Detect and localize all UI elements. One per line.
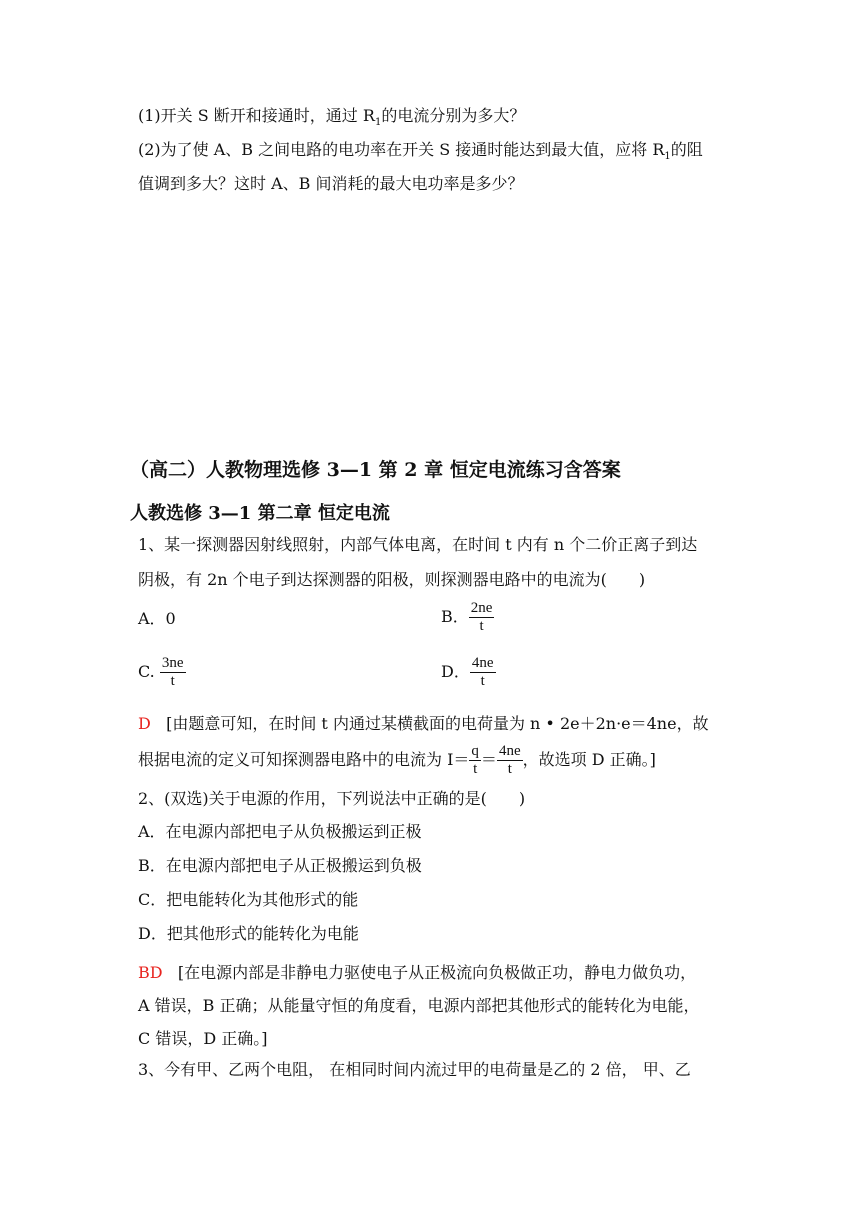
q2-option-a: A．在电源内部把电子从负极搬运到正极: [138, 822, 422, 841]
q2-stem: 2、(双选)关于电源的作用，下列说法中正确的是( ): [138, 789, 526, 808]
q1-explanation-line2: 根据电流的定义可知探测器电路中的电流为 I＝ $\frac{q}{t}$ ＝ $\frac{4ne}{t}$ ，故选项 D 正确。]: [138, 743, 656, 777]
q1-option-b: B． $\frac{2ne}{t}$: [441, 600, 493, 634]
q1-explanation-line1: D [由题意可知，在时间 t 内通过某横截面的电荷量为 n • 2e＋2n·e＝4ne，故: [138, 714, 709, 733]
q1-option-a: A．0: [138, 609, 176, 628]
prev-question-1: (1)开关 S 断开和接通时，通过 $R_1$的电流分别为多大？: [138, 106, 526, 129]
q2-option-d: D．把其他形式的能转化为电能: [138, 924, 359, 943]
fraction: $\frac{q}{t}$: [471, 743, 479, 777]
q2-option-b: B．在电源内部把电子从正极搬运到负极: [138, 856, 422, 875]
q3-stem-line1: 3、今有甲、乙两个电阻， 在相同时间内流过甲的电荷量是乙的 2 倍， 甲、乙: [138, 1060, 691, 1079]
fraction: $\frac{3ne}{t}$: [161, 655, 184, 689]
fraction: $\frac{2ne}{t}$: [470, 600, 493, 634]
fraction: $\frac{4ne}{t}$: [498, 743, 521, 777]
q1-option-d: D． $\frac{4ne}{t}$: [441, 655, 494, 689]
q2-option-c: C．把电能转化为其他形式的能: [138, 890, 359, 909]
fraction: $\frac{4ne}{t}$: [471, 655, 494, 689]
q2-explanation-line1: BD [在电源内部是非静电力驱使电子从正极流向负极做正功，静电力做负功，: [138, 963, 697, 982]
document-title: （高二）人教物理选修 3—1 第 2 章 恒定电流练习含答案: [130, 459, 621, 481]
q2-explanation-line3: C 错误，D 正确。]: [138, 1029, 268, 1048]
q1-answer: D: [138, 714, 151, 733]
q2-answer: BD: [138, 963, 163, 982]
q2-explanation-line2: A 错误，B 正确；从能量守恒的角度看，电源内部把其他形式的能转化为电能，: [138, 996, 700, 1015]
q1-stem-line2: 阴极，有 2n 个电子到达探测器的阳极，则探测器电路中的电流为( ): [138, 570, 646, 589]
prev-question-2: (2)为了使 A、B 之间电路的电功率在开关 S 接通时能达到最大值，应将 $R_1$的阻: [138, 140, 703, 163]
prev-question-2-cont: 值调到多大？这时 A、B 间消耗的最大电功率是多少？: [138, 174, 524, 193]
section-title: 人教选修 3—1 第二章 恒定电流: [130, 503, 390, 524]
q1-stem-line1: 1、某一探测器因射线照射，内部气体电离，在时间 t 内有 n 个二价正离子到达: [138, 535, 698, 554]
q1-option-c: C. $\frac{3ne}{t}$: [138, 655, 184, 689]
